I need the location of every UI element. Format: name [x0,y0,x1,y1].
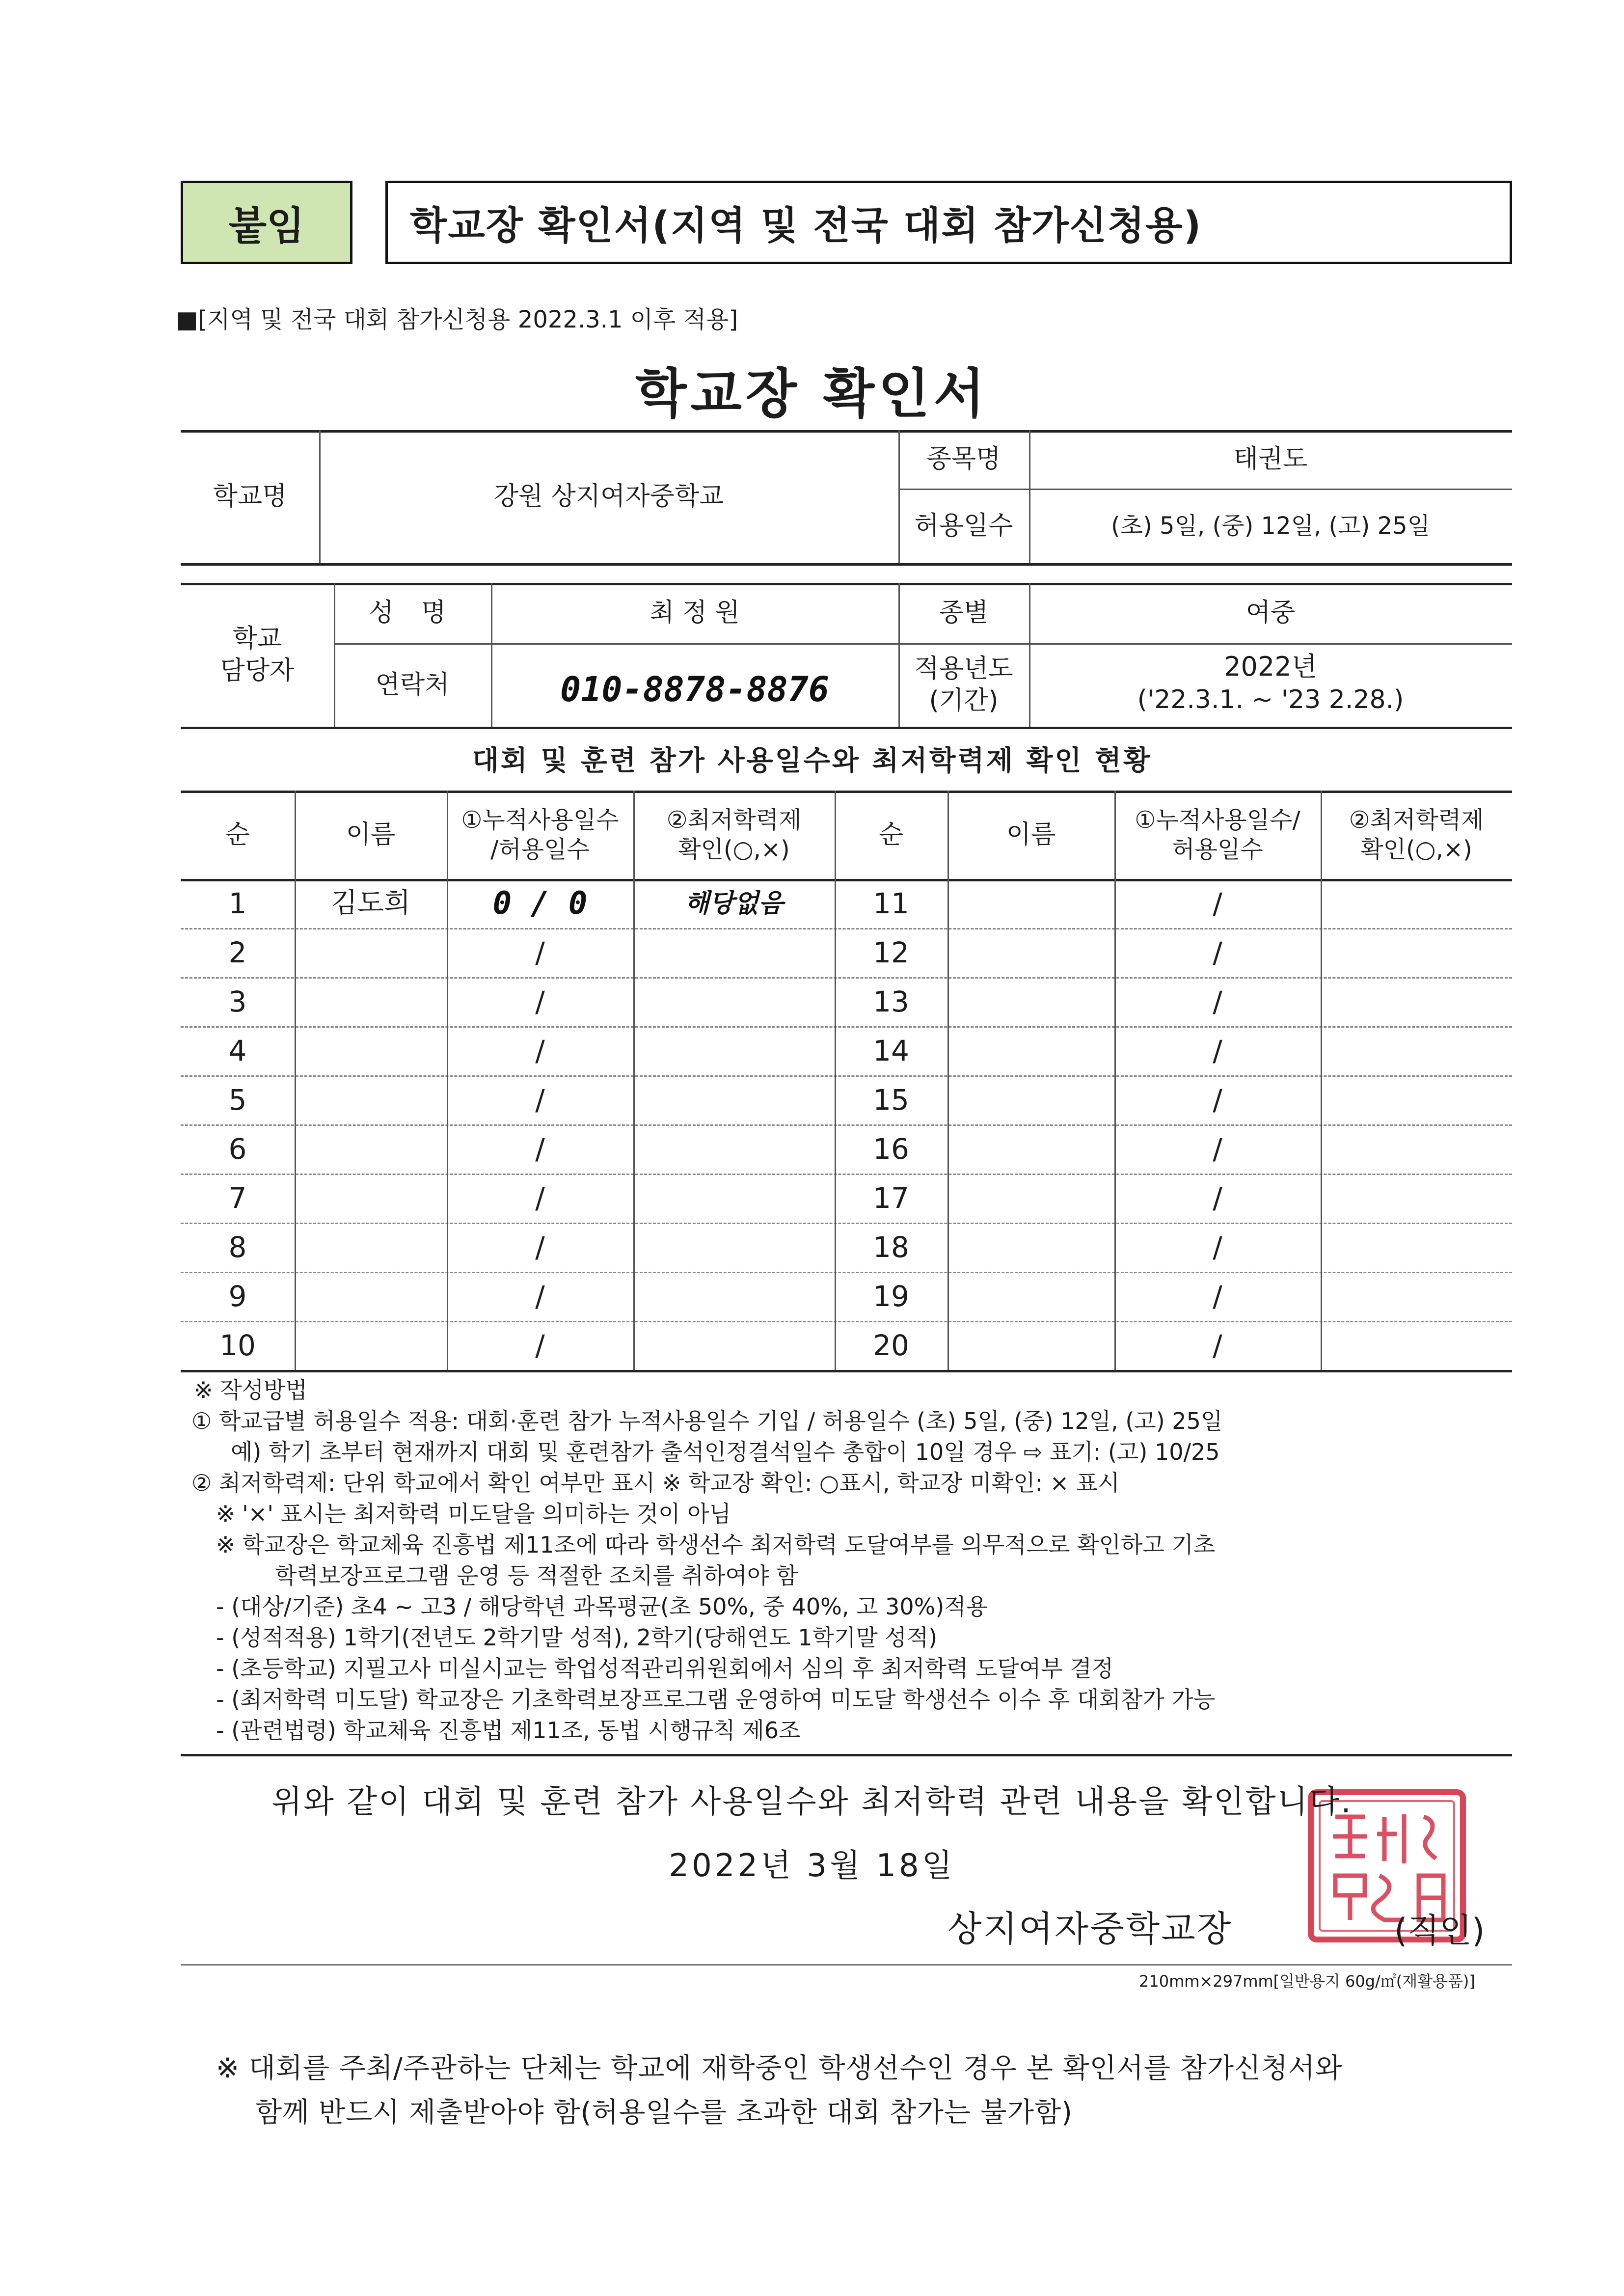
days-used: / [535,1132,545,1166]
row-number: 19 [873,1279,909,1313]
days-used: / [1213,1034,1222,1067]
col-header-no-2: 순 [878,820,904,849]
instruction-line: - (대상/기준) 초4 ~ 고3 / 해당학년 과목평균(초 50%, 중 40%, 고 30%)적용 [216,1593,988,1620]
row-number: 6 [228,1132,247,1166]
school-label: 학교명 [213,482,287,511]
manager-label: 학교 담당자 [220,624,295,685]
name-label: 성 명 [369,598,456,628]
instruction-line: - (성적적용) 1학기(전년도 2학기말 성적), 2학기(당해연도 1학기말 성적) [216,1624,938,1651]
row-number: 17 [873,1181,909,1215]
academic-check: 해당없음 [684,888,784,918]
instructions-heading: ※ 작성방법 [194,1377,307,1403]
days-used: / [1213,1230,1222,1264]
instruction-line: ① 학교급별 허용일수 적용: 대회·훈련 참가 누적사용일수 기입 / 허용일수 (초) 5일, (중) 12일, (고) 25일 [191,1408,1223,1434]
contact-label: 연락처 [375,670,450,700]
school-value: 강원 상지여자중학교 [493,482,724,511]
row-number: 2 [228,935,247,969]
instruction-line: ※ 학교장은 학교체육 진흥법 제11조에 따라 학생선수 최저학력 도달여부를 의무적으로 확인하고 기초 [216,1531,1216,1558]
row-number: 18 [873,1230,909,1264]
days-used: / [1213,886,1222,920]
year-period: ('22.3.1. ~ '23 2.28.) [1137,685,1404,714]
days-used: / [535,984,545,1018]
instruction-line: ② 최저학력제: 단위 학교에서 확인 여부만 표시 ※ 학교장 확인: ○표시, 학교장 미확인: × 표시 [191,1470,1120,1496]
col-header-name: 이름 [346,820,396,849]
form-title: 학교장 확인서(지역 및 전국 대회 참가신청용) [385,181,1512,264]
days-used: / [1213,935,1222,969]
days-used: / [1213,1181,1222,1215]
year-label: 적용년도 (기간) [914,654,1013,715]
sport-value: 태권도 [1233,444,1308,474]
days-used: / [535,1034,545,1067]
row-number: 12 [873,935,909,969]
row-number: 3 [228,984,247,1018]
col-header-days-2: ①누적사용일수/ 허용일수 [1135,806,1300,863]
row-number: 5 [228,1083,247,1117]
instruction-line: 학력보장프로그램 운영 등 적절한 조치를 취하여야 함 [275,1562,798,1589]
instruction-line: - (초등학교) 지필고사 미실시교는 학업성적관리위원회에서 심의 후 최저학력 도달여부 결정 [216,1655,1114,1682]
row-number: 13 [873,984,909,1018]
days-used: / [1213,1328,1222,1362]
days-used: / [1213,1132,1222,1166]
row-number: 1 [228,886,247,920]
row-number: 4 [228,1034,247,1067]
col-header-name-2: 이름 [1006,820,1056,849]
status-title: 대회 및 훈련 참가 사용일수와 최저학력제 확인 현황 [472,745,1152,777]
paper-spec: 210mm×297mm[일반용지 60g/㎡(재활용품)] [1139,1972,1475,1991]
allowed-days-label: 허용일수 [914,511,1013,541]
issue-date: 2022년 3월 18일 [669,1848,955,1884]
col-header-academic: ②최저학력제 확인(○,×) [666,806,802,863]
manager-name: 최 정 원 [650,598,740,628]
row-number: 8 [228,1230,247,1264]
year-value: 2022년 [1224,651,1317,682]
row-number: 7 [228,1181,247,1215]
sport-label: 종목명 [926,444,1001,474]
col-header-no: 순 [225,820,250,849]
row-number: 10 [219,1328,256,1362]
days-used: 0 / 0 [492,885,588,922]
col-header-days: ①누적사용일수 /허용일수 [461,806,619,863]
allowed-days-value: (초) 5일, (중) 12일, (고) 25일 [1110,512,1431,540]
instruction-line: ※ '×' 표시는 최저학력 미도달을 의미하는 것이 아님 [216,1501,731,1527]
attachment-label: 붙임 [181,181,352,264]
instruction-line: 예) 학기 초부터 현재까지 대회 및 훈련참가 출석인정결석일수 총합이 10일 경우 ⇨ 표기: (고) 10/25 [231,1439,1220,1465]
row-number: 15 [873,1083,909,1117]
instruction-line: - (관련법령) 학교체육 진흥법 제11조, 동법 시행규칙 제6조 [216,1717,801,1744]
row-number: 14 [873,1034,909,1067]
category-label: 종별 [939,598,989,628]
days-used: / [535,1279,545,1313]
row-number: 16 [873,1132,909,1166]
confirmation-statement: 위와 같이 대회 및 훈련 참가 사용일수와 최저학력 관련 내용을 확인합니다. [271,1784,1353,1820]
principal-title: 상지여자중학교장 [947,1908,1233,1949]
days-used: / [535,1328,545,1362]
col-header-academic-2: ②최저학력제 확인(○,×) [1349,806,1484,863]
row-number: 11 [873,886,909,920]
days-used: / [535,1230,545,1264]
days-used: / [1213,1083,1222,1117]
applicability-note: ■[지역 및 전국 대회 참가신청용 2022.3.1 이후 적용] [176,306,738,333]
footer-note: ※ 대회를 주최/주관하는 단체는 학교에 재학중인 학생선수인 경우 본 확인서를 참가신청서와 [216,2052,1343,2084]
seal-label: (직인) [1394,1912,1485,1950]
row-number: 20 [873,1328,909,1362]
days-used: / [535,1181,545,1215]
days-used: / [535,1083,545,1117]
contact-value: 010-8878-8876 [560,669,829,710]
days-used: / [1213,1279,1222,1313]
days-used: / [535,935,545,969]
days-used: / [1213,984,1222,1018]
row-number: 9 [228,1279,247,1313]
student-name: 김도희 [330,887,411,919]
footer-note: 함께 반드시 제출받아야 함(허용일수를 초과한 대회 참가는 불가함) [255,2097,1073,2129]
document-title: 학교장 확인서 [635,363,989,425]
category-value: 여중 [1245,598,1296,628]
instruction-line: - (최저학력 미도달) 학교장은 기초학력보장프로그램 운영하여 미도달 학생선수 이수 후 대회참가 가능 [216,1686,1216,1713]
